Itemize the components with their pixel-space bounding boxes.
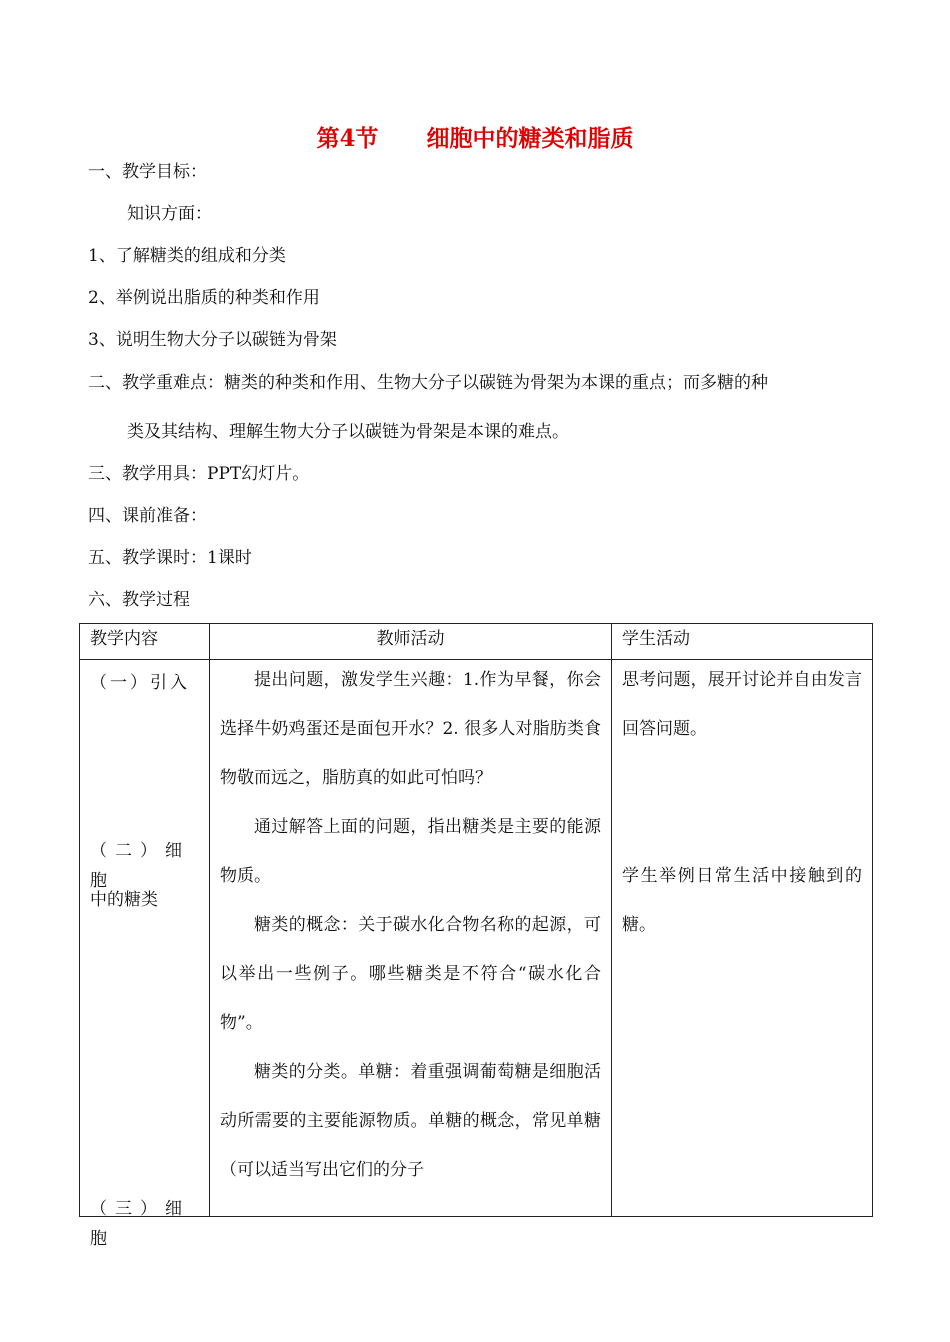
table-header-row bbox=[80, 624, 873, 660]
teacher-paragraph: 提出问题，激发学生兴趣：1.作为早餐，你会选择牛奶鸡蛋还是面包开水？2. 很多人对脂肪类食物敬而远之，脂肪真的如此可怕吗？ bbox=[220, 670, 601, 788]
section-tools: 三、教学用具：PPT幻灯片。 bbox=[88, 464, 310, 484]
teacher-paragraph: 糖类的概念：关于碳水化合物名称的起源，可以举出一些例子。哪些糖类是不符合“碳水化合物”。 bbox=[220, 915, 601, 1033]
header-teacher-label: 教师活动 bbox=[376, 629, 445, 649]
goal-2: 2、举例说出脂质的种类和作用 bbox=[88, 288, 320, 308]
teacher-column bbox=[210, 660, 612, 1217]
section-objectives: 一、教学目标： bbox=[88, 162, 207, 182]
student-column bbox=[612, 660, 873, 1217]
header-teacher bbox=[210, 624, 612, 660]
table-body-row bbox=[80, 660, 873, 1217]
teacher-paragraph: 糖类的分类。单糖：着重强调葡萄糖是细胞活动所需要的主要能源物质。单糖的概念，常见单糖（可以适当写出它们的分子 bbox=[220, 1062, 601, 1180]
content-item: 中的糖类 bbox=[90, 890, 158, 910]
section-periods: 五、教学课时：1课时 bbox=[88, 548, 252, 568]
section-knowledge: 知识方面： bbox=[127, 204, 212, 224]
goal-1: 1、了解糖类的组成和分类 bbox=[88, 246, 286, 266]
header-content: 教学内容 bbox=[80, 624, 210, 660]
section-process: 六、教学过程 bbox=[88, 590, 190, 610]
content-item: （三）细胞 bbox=[90, 1199, 190, 1249]
section-preparation: 四、课前准备： bbox=[88, 506, 207, 526]
content-item: （二）细胞 bbox=[90, 841, 190, 891]
process-table bbox=[79, 623, 873, 1249]
header-student: 学生活动 bbox=[612, 624, 873, 660]
student-paragraph: 思考问题，展开讨论并自由发言回答问题。 bbox=[622, 670, 862, 739]
goal-3: 3、说明生物大分子以碳链为骨架 bbox=[88, 330, 337, 350]
section-key-points: 二、教学重难点：糖类的种类和作用、生物大分子以碳链为骨架为本课的重点；而多糖的种 bbox=[88, 373, 768, 393]
content-column bbox=[80, 660, 210, 1249]
section-key-points-cont: 类及其结构、理解生物大分子以碳链为骨架是本课的难点。 bbox=[127, 422, 569, 442]
student-paragraph: 学生举例日常生活中接触到的糖。 bbox=[622, 866, 862, 935]
teacher-paragraph: 通过解答上面的问题，指出糖类是主要的能源物质。 bbox=[220, 817, 601, 886]
content-item: （一）引入 bbox=[90, 673, 190, 693]
page-title: 第4节 细胞中的糖类和脂质 bbox=[316, 125, 634, 152]
